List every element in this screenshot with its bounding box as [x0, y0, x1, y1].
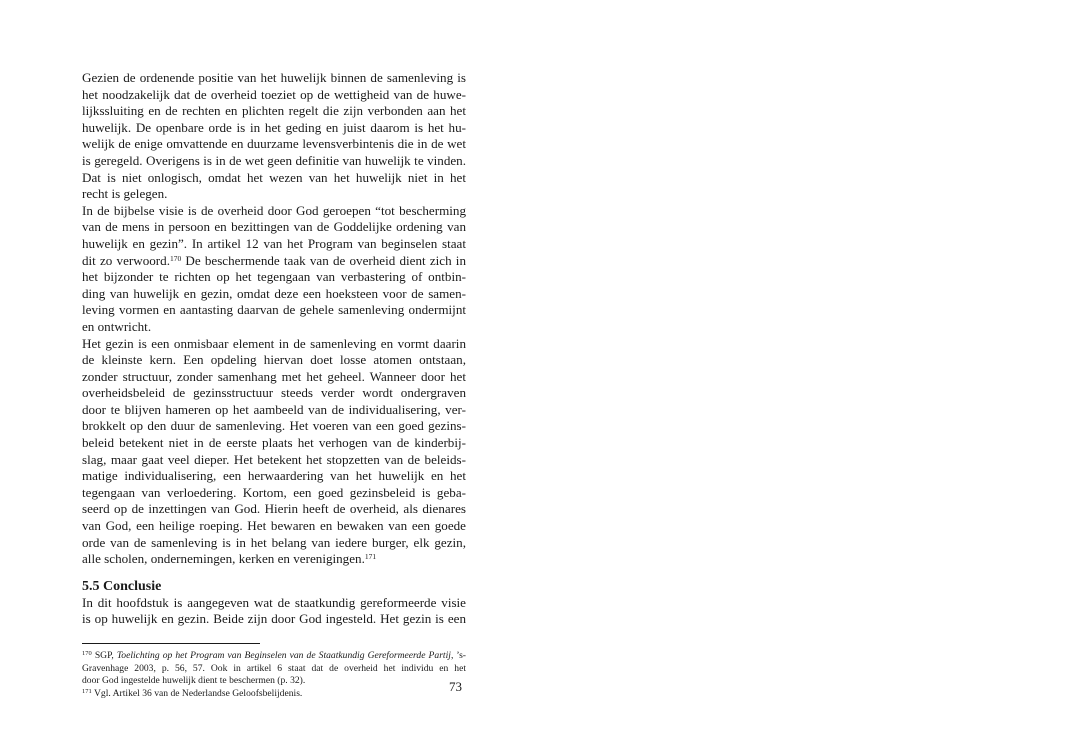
footnote-ref-170[interactable]: 170 [169, 253, 182, 263]
footnote-171 [82, 688, 466, 701]
paragraph-2 [82, 203, 466, 336]
footnote-number: 171 [82, 687, 92, 695]
footnote-line: Gravenhage 2003, p. 56, 57. Ook in artikel 6 staat dat de overheid het individu en het [82, 662, 466, 674]
text-line: van de mens in persoon en bezittingen van de Goddelijke ordening van [82, 219, 466, 235]
text-line: is geregeld. Overigens is in de wet geen definitie van huwelijk te vinden. [82, 152, 466, 168]
footnote-line: door God ingestelde huwelijk dient te beschermen (p. 32). [82, 675, 306, 687]
footnote-title: Toelichting op het Program van Beginselen van de Staatkundig Gereformeerde Partij [116, 650, 451, 661]
text-line: matige individualisering, een herwaardering van het huwelijk en het [82, 468, 466, 484]
text-segment: De beschermende taak van de overheid dient zich in [181, 252, 466, 268]
footnote-text: SGP, [91, 650, 117, 661]
text-line: lijkssluiting en de rechten en plichten regelt die zijn verbonden aan het [82, 103, 466, 119]
paragraph-3 [82, 336, 466, 568]
text-line: Gezien de ordenende positie van het huwelijk binnen de samenleving is [82, 70, 466, 85]
text-line: van God, een heilige roeping. Het bewaren en bewaken van een goede [82, 518, 466, 534]
text-line: zonder structuur, zonder samenhang met het geheel. Wanneer door het [82, 368, 466, 384]
text-line: overheidsbeleid de gezinsstructuur steeds verder wordt ondergraven [82, 385, 466, 401]
footnote-ref-171[interactable]: 171 [364, 552, 377, 562]
text-line [82, 551, 466, 568]
text-line: brokkelt op den duur de samenleving. Het voeren van een goed gezins- [82, 418, 466, 434]
text-line: seerd op de inzettingen van God. Hierin heeft de overheid, als dienares [82, 501, 466, 517]
conclusion-paragraph [82, 595, 466, 628]
text-line: door te blijven hameren op het aambeeld van de individualisering, ver- [82, 401, 466, 417]
text-line: huwelijk. De openbare orde is in het geding en juist daarom is het hu- [82, 119, 466, 135]
text-line [82, 253, 466, 270]
document-page [82, 70, 466, 700]
text-line: het bijzonder te richten op het tegengaan van verbastering of ontbin- [82, 269, 466, 285]
text-line: is op huwelijk en gezin. Beide zijn door God ingesteld. Het gezin is een [82, 611, 466, 627]
text-segment: dit zo verwoord. [82, 252, 170, 268]
text-line: welijk de enige omvattende en duurzame levensverbintenis die in de wet [82, 136, 466, 152]
section-heading: 5.5 Conclusie [82, 578, 162, 594]
text-line: het noodzakelijk dat de overheid toeziet op de wettigheid van de huwe- [82, 86, 466, 102]
text-line: slag, maar gaat veel dieper. Het betekent het stopzetten van de beleids- [82, 451, 466, 467]
footnote-text: Vgl. Artikel 36 van de Nederlandse Geloofsbelijdenis. [91, 687, 303, 699]
text-line: beleid betekent niet in de eerste plaats het verhogen van de kinderbij- [82, 435, 466, 451]
text-line: Het gezin is een onmisbaar element in de samenleving en vormt daarin [82, 335, 466, 351]
text-line: huwelijk en gezin”. In artikel 12 van het Program van beginselen staat [82, 235, 466, 251]
paragraph-1 [82, 70, 466, 203]
footnote-separator [82, 643, 260, 644]
text-line: In de bijbelse visie is de overheid door God geroepen “tot bescherming [82, 202, 466, 218]
text-line: orde van de samenleving is in het belang van iedere burger, elk gezin, [82, 534, 466, 550]
text-line: leving vormen en aantasting daarvan de gehele samenleving ondermijnt [82, 302, 466, 318]
footnotes [82, 650, 466, 700]
text-line: Dat is niet onlogisch, omdat het wezen van het huwelijk niet in het [82, 169, 466, 185]
text-line: recht is gelegen. [82, 186, 168, 202]
footnote-number: 170 [82, 650, 92, 657]
text-line: ding van huwelijk en gezin, omdat deze een hoeksteen voor de samen- [82, 285, 466, 301]
footnote-170 [82, 650, 466, 663]
text-line: In dit hoofdstuk is aangegeven wat de staatkundig gereformeerde visie [82, 594, 466, 610]
footnote-text: , ’s- [450, 650, 467, 661]
text-line: de kleinste kern. Een opdeling hiervan doet losse atomen ontstaan, [82, 352, 466, 368]
text-line: en ontwricht. [82, 318, 152, 334]
text-line: tegengaan van verloedering. Kortom, een goed gezinsbeleid is geba- [82, 484, 466, 500]
page-number: 73 [449, 679, 462, 694]
text-segment: alle scholen, ondernemingen, kerken en verenigingen. [82, 551, 365, 567]
